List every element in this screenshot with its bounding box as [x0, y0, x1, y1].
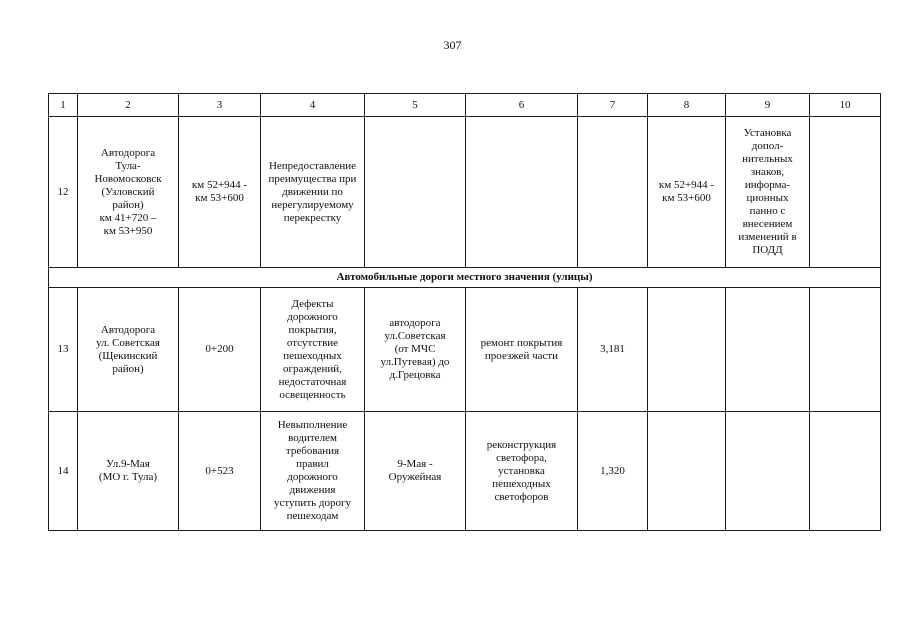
road-name-cell: Ул.9-Мая (МО г. Тула)	[78, 412, 179, 531]
header-cell: 5	[365, 94, 466, 117]
table-row	[49, 288, 881, 412]
note-cell	[810, 117, 881, 268]
length-cell: 1,320	[578, 412, 648, 531]
data-table	[48, 93, 881, 531]
length-cell: 3,181	[578, 288, 648, 412]
km-cell	[648, 288, 726, 412]
measures-cell: ремонт покрытия проезжей части	[466, 288, 578, 412]
action-cell	[726, 288, 810, 412]
location-cell: 0+200	[179, 288, 261, 412]
header-cell: 3	[179, 94, 261, 117]
row-number: 13	[49, 288, 78, 412]
location-cell: км 52+944 - км 53+600	[179, 117, 261, 268]
length-cell	[578, 117, 648, 268]
section-cell: 9-Мая - Оружейная	[365, 412, 466, 531]
measures-cell: реконструкция светофора, установка пешеходных светофоров	[466, 412, 578, 531]
cause-cell: Невыполнение водителем требования правил дорожного движения уступить дорогу пешеходам	[261, 412, 365, 531]
km-cell	[648, 412, 726, 531]
header-cell: 9	[726, 94, 810, 117]
header-row	[49, 94, 881, 117]
table-row	[49, 412, 881, 531]
note-cell	[810, 288, 881, 412]
section-row	[49, 268, 881, 288]
km-cell: км 52+944 - км 53+600	[648, 117, 726, 268]
section-title: Автомобильные дороги местного значения (улицы)	[49, 268, 881, 288]
section-cell: автодорога ул.Советская (от МЧС ул.Путевая) до д.Грецовка	[365, 288, 466, 412]
table-row	[49, 117, 881, 268]
row-number: 12	[49, 117, 78, 268]
road-name-cell: Автодорога Тула- Новомосковск (Узловский район) км 41+720 – км 53+950	[78, 117, 179, 268]
header-cell: 6	[466, 94, 578, 117]
section-cell	[365, 117, 466, 268]
row-number: 14	[49, 412, 78, 531]
cause-cell: Непредоставление преимущества при движении по нерегулируемому перекрестку	[261, 117, 365, 268]
road-name-cell: Автодорога ул. Советская (Щекинский район)	[78, 288, 179, 412]
cause-cell: Дефекты дорожного покрытия, отсутствие пешеходных ограждений, недостаточная освещенность	[261, 288, 365, 412]
location-cell: 0+523	[179, 412, 261, 531]
page-number: 307	[443, 38, 462, 52]
action-cell	[726, 412, 810, 531]
header-cell: 7	[578, 94, 648, 117]
note-cell	[810, 412, 881, 531]
header-cell: 4	[261, 94, 365, 117]
header-cell: 8	[648, 94, 726, 117]
action-cell: Установка допол- нительных знаков, информа- ционных панно с внесением изменений в ПОДД	[726, 117, 810, 268]
measures-cell	[466, 117, 578, 268]
header-cell: 2	[78, 94, 179, 117]
header-cell: 10	[810, 94, 881, 117]
header-cell: 1	[49, 94, 78, 117]
